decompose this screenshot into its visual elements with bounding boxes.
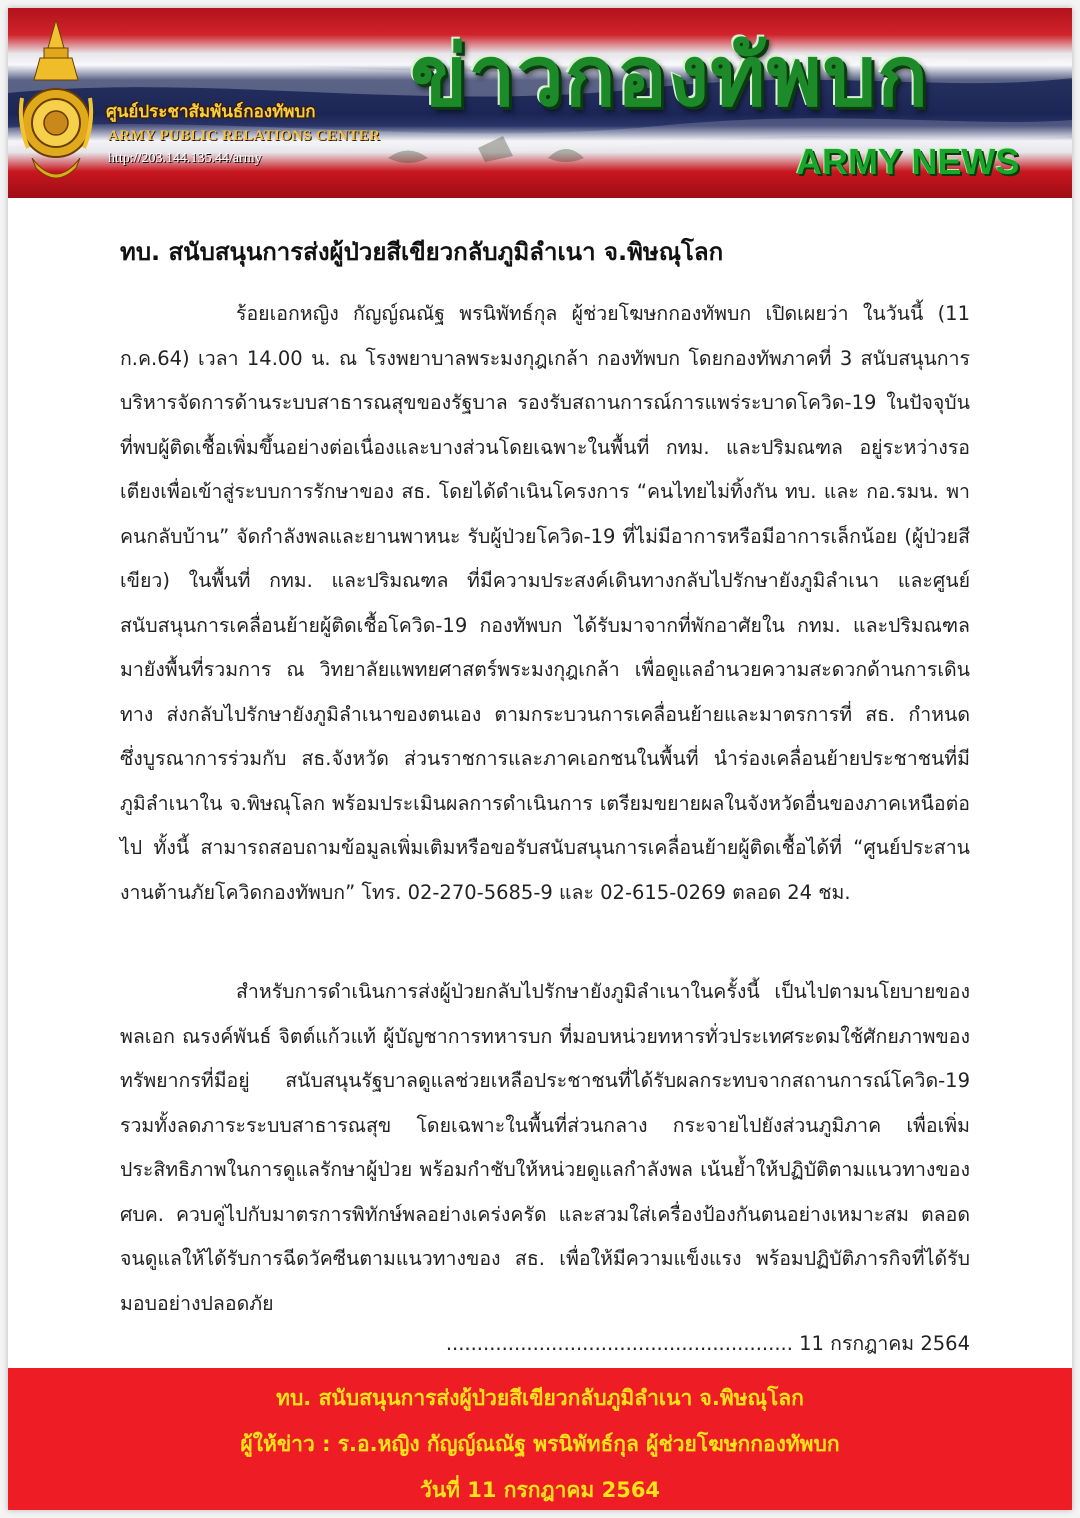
header-banner (8, 8, 1072, 198)
article-dateline: ........................................................ 11 กรกฎาคม 2564 (445, 1332, 970, 1355)
footer-date: วันที่ 11 กรกฎาคม 2564 (419, 1478, 661, 1502)
article-paragraph-2: สำหรับการดำเนินการส่งผู้ป่วยกลับไปรักษายังภูมิลำเนาในครั้งนี้ เป็นไปตามนโยบายของ พลเอก ณรงค์พันธ์ จิตต์แก้วแท้ ผู้บัญชาการทหารบก ที่มอบหน่วยทหารทั่วประเทศระดมใช้ศักยภาพของทรัพยากรที่มีอยู่ สนับสนุนรัฐบาลดูแลช่วยเหลือประชาชนที่ได้รับผลกระทบจากสถานการณ์โควิด-19 รวมทั้งลดภาระระบบสาธารณสุข โดยเฉพาะในพื้นที่ส่วนกลาง กระจายไปยังส่วนภูมิภาค เพื่อเพิ่มประสิทธิภาพในการดูแลรักษาผู้ป่วย พร้อมกำชับให้หน่วยดูแลกำลังพล เน้นย้ำให้ปฏิบัติตามแนวทางของ ศบค. ควบคู่ไปกับมาตรการพิทักษ์พลอย่างเคร่งครัด และสวมใส่เครื่องป้องกันตนอย่างเหมาะสม ตลอดจนดูแลให้ได้รับการฉีดวัคซีนตามแนวทางของ สธ. เพื่อให้มีความแข็งแรง พร้อมปฏิบัติภารกิจที่ได้รับมอบอย่างปลอดภัย (120, 980, 970, 1315)
article-headline: ทบ. สนับสนุนการส่งผู้ป่วยสีเขียวกลับภูมิลำเนา จ.พิษณุโลก (120, 238, 724, 266)
org-url[interactable]: http://203.144.135.44/army (108, 151, 262, 166)
org-name-thai: ศูนย์ประชาสัมพันธ์กองทัพบก (106, 102, 316, 122)
org-name-english: ARMY PUBLIC RELATIONS CENTER (108, 128, 381, 144)
army-emblem-icon (18, 18, 94, 190)
news-release-page (8, 8, 1072, 1510)
footer-headline: ทบ. สนับสนุนการส่งผู้ป่วยสีเขียวกลับภูมิลำเนา จ.พิษณุโลก (276, 1386, 804, 1410)
footer-reporter: ผู้ให้ข่าว : ร.อ.หญิง กัญญ์ณณัฐ พรนิพัทธ์กุล ผู้ช่วยโฆษกกองทัพบก (240, 1432, 840, 1456)
masthead-title: ข่าวกองทัพบก (410, 27, 930, 125)
masthead-subtitle: ARMY NEWS (796, 141, 1020, 182)
footer-banner (8, 1368, 1072, 1510)
article-paragraph-1: ร้อยเอกหญิง กัญญ์ณณัฐ พรนิพัทธ์กุล ผู้ช่วยโฆษกกองทัพบก เปิดเผยว่า ในวันนี้ (11 ก.ค.64) เวลา 14.00 น. ณ โรงพยาบาลพระมงกุฎเกล้า กองทัพบก โดยกองทัพภาคที่ 3 สนับสนุนการบริหารจัดการด้านระบบสาธารณสุขของรัฐบาล รองรับสถานการณ์การแพร่ระบาดโควิด-19 ในปัจจุบันที่พบผู้ติดเชื้อเพิ่มขึ้นอย่างต่อเนื่องและบางส่วนโดยเฉพาะในพื้นที่ กทม. และปริมณฑล อยู่ระหว่างรอเตียงเพื่อเข้าสู่ระบบการรักษาของ สธ. โดยได้ดำเนินโครงการ “คนไทยไม่ทิ้งกัน ทบ. และ กอ.รมน. พาคนกลับบ้าน” จัดกำลังพลและยานพาหนะ รับผู้ป่วยโควิด-19 ที่ไม่มีอาการหรือมีอาการเล็กน้อย (ผู้ป่วยสีเขียว) ในพื้นที่ กทม. และปริมณฑล ที่มีความประสงค์เดินทางกลับไปรักษายังภูมิลำเนา และศูนย์สนับสนุนการเคลื่อนย้ายผู้ติดเชื้อโควิด-19 กองทัพบก ได้รับมาจากที่พักอาศัยใน กทม. และปริมณฑล มายังพื้นที่รวมการ ณ วิทยาลัยแพทยศาสตร์พระมงกุฎเกล้า เพื่อดูแลอำนวยความสะดวกด้านการเดินทาง ส่งกลับไปรักษายังภูมิลำเนาของตนเอง ตามกระบวนการเคลื่อนย้ายและมาตรการที่ สธ. กำหนด ซึ่งบูรณาการร่วมกับ สธ.จังหวัด ส่วนราชการและภาคเอกชนในพื้นที่ นำร่องเคลื่อนย้ายประชาชนที่มีภูมิลำเนาใน จ.พิษณุโลก พร้อมประเมินผลการดำเนินการ เตรียมขยายผลในจังหวัดอื่นของภาคเหนือต่อไป ทั้งนี้ สามารถสอบถามข้อมูลเพิ่มเติมหรือขอรับสนับสนุนการเคลื่อนย้ายผู้ติดเชื้อได้ที่ “ศูนย์ประสานงานต้านภัยโควิดกองทัพบก” โทร. 02-270-5685-9 และ 02-615-0269 ตลอด 24 ชม. (120, 302, 970, 904)
